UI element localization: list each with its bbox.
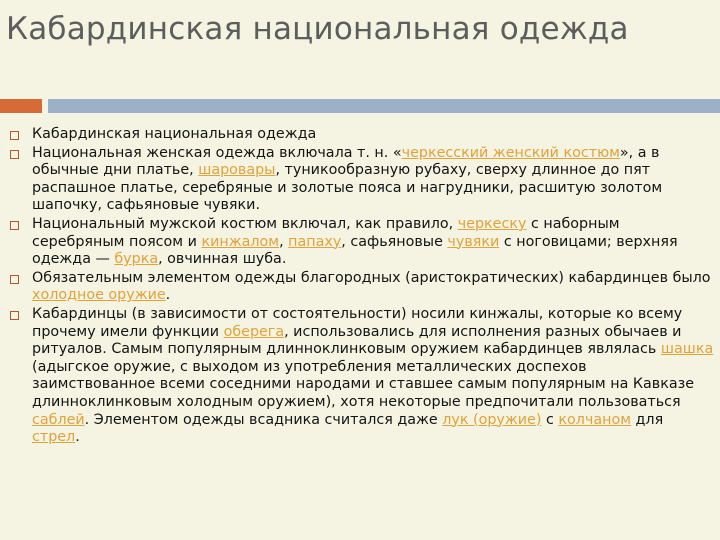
square-bullet-icon bbox=[10, 221, 19, 230]
bullet-text: . bbox=[165, 287, 171, 304]
bullet-text: », а в обычные дни платье, bbox=[32, 144, 660, 179]
bullet-text: , туникообразную рубаху, сверху длинное до пят распашное платье, серебряные и золотые пояса и нагрудники, расшитую золотом шапочку, сафьяновые чувяки. bbox=[32, 162, 663, 214]
square-bullet-icon bbox=[10, 150, 19, 159]
bullet-text: (адыгское оружие, с выходом из употребления металлических доспехов заимствованное всеми соседними народами и ставшее самым популярным на Кавказе длинноклинковым холодным оружием), хотя некоторые предпочитали пользоваться bbox=[32, 358, 695, 410]
square-bullet-icon bbox=[10, 275, 19, 284]
title-accent-bar-orange bbox=[0, 99, 42, 113]
bullet-item bbox=[10, 216, 714, 269]
title-accent-bar-blue bbox=[48, 99, 720, 113]
hyperlink[interactable]: саблей bbox=[32, 411, 85, 428]
hyperlink[interactable]: кинжалом bbox=[201, 233, 280, 250]
hyperlink[interactable]: оберега bbox=[223, 323, 285, 340]
bullet-text: , сафьяновые bbox=[341, 233, 448, 250]
hyperlink[interactable]: черкеску bbox=[457, 215, 527, 232]
bullet-text: Национальная женская одежда включала т. н. « bbox=[32, 144, 402, 161]
hyperlink[interactable]: колчаном bbox=[558, 411, 631, 428]
bullet-text: Кабардинская национальная одежда bbox=[32, 126, 317, 142]
bullet-text: Обязательным элементом одежды благородных (аристократических) кабардинцев было bbox=[32, 269, 711, 286]
bullet-text: Национальный мужской костюм включал, как правило, bbox=[32, 215, 458, 232]
hyperlink[interactable]: чувяки bbox=[447, 233, 500, 250]
bullet-text: , использовались для исполнения разных обычаев и ритуалов. Самым популярным длинноклинковым оружием кабардинцев являлась bbox=[32, 323, 682, 358]
bullet-text: , овчинная шуба. bbox=[158, 251, 287, 268]
hyperlink[interactable]: лук (оружие) bbox=[442, 411, 542, 428]
square-bullet-icon bbox=[10, 311, 19, 320]
hyperlink[interactable]: холодное оружие bbox=[32, 287, 166, 304]
bullet-item bbox=[10, 145, 714, 215]
slide-title: Кабардинская национальная одежда bbox=[6, 11, 629, 47]
bullet-item bbox=[10, 306, 714, 447]
square-bullet-icon bbox=[10, 131, 19, 140]
bullet-text: с bbox=[541, 411, 559, 428]
hyperlink[interactable]: бурка bbox=[114, 251, 159, 268]
hyperlink[interactable]: черкесский женский костюм bbox=[401, 144, 620, 161]
bullet-text: для bbox=[631, 411, 664, 428]
bullet-item bbox=[10, 270, 714, 305]
bullet-text: . Элементом одежды всадника считался даже bbox=[84, 411, 443, 428]
hyperlink[interactable]: стрел bbox=[32, 429, 76, 446]
hyperlink[interactable]: шашка bbox=[660, 341, 714, 358]
hyperlink[interactable]: папаху bbox=[288, 233, 342, 250]
bullet-text: Кабардинцы (в зависимости от состоятельности) носили кинжалы, которые ко всему прочему имели функции bbox=[32, 305, 683, 340]
hyperlink[interactable]: шаровары bbox=[198, 162, 276, 179]
bullet-list bbox=[10, 126, 714, 448]
bullet-text: . bbox=[75, 429, 80, 446]
bullet-text: с ноговицами; верхняя одежда — bbox=[32, 233, 678, 268]
bullet-item bbox=[10, 126, 714, 144]
bullet-text: с наборным серебряным поясом и bbox=[32, 215, 620, 250]
bullet-text: , bbox=[279, 233, 289, 250]
